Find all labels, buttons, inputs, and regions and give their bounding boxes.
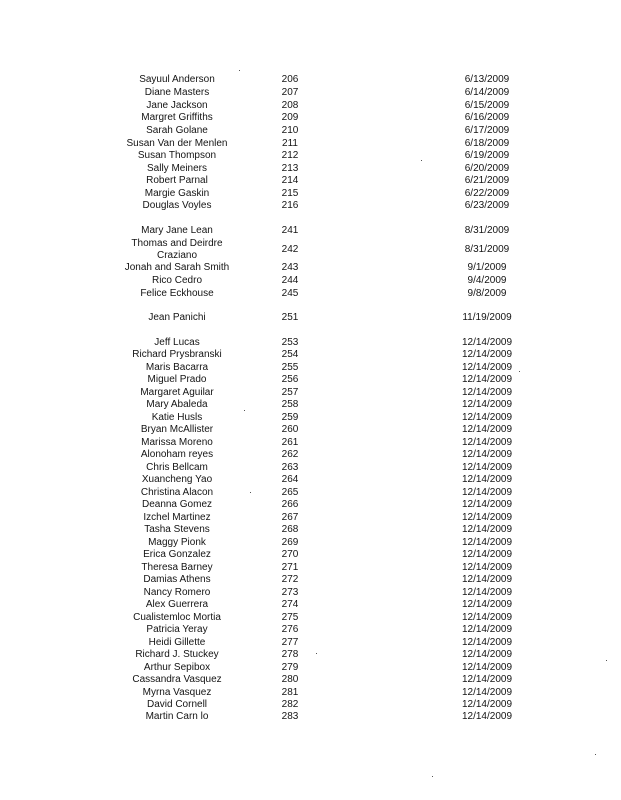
entry-number: 253 (281, 337, 299, 348)
entry-name: Heidi Gillette (148, 637, 206, 648)
entry-name: Cassandra Vasquez (132, 674, 222, 685)
entry-date: 9/4/2009 (467, 275, 507, 286)
entry-name: Damias Athens (143, 574, 211, 585)
entry-number: 258 (281, 399, 299, 410)
entry-date: 12/14/2009 (461, 587, 513, 598)
entry-name: Richard J. Stuckey (135, 649, 219, 660)
entry-date: 9/8/2009 (467, 288, 507, 299)
entry-number: 271 (281, 562, 299, 573)
entry-date: 12/14/2009 (461, 512, 513, 523)
entry-number: 266 (281, 499, 299, 510)
entry-name: Sayuul Anderson (139, 74, 215, 85)
entry-name: Susan Van der Menlen (126, 138, 228, 149)
entry-number: 275 (281, 612, 299, 623)
scan-speck (519, 371, 520, 372)
entry-date: 12/14/2009 (461, 349, 513, 360)
entry-date: 12/14/2009 (461, 399, 513, 410)
entry-date: 12/14/2009 (461, 424, 513, 435)
entry-number: 208 (281, 100, 299, 111)
entry-date: 12/14/2009 (461, 624, 513, 635)
scan-speck (250, 492, 251, 493)
entry-date: 6/14/2009 (464, 87, 510, 98)
scan-speck (239, 70, 240, 71)
entry-number: 261 (281, 437, 299, 448)
entry-date: 12/14/2009 (461, 387, 513, 398)
scan-speck (595, 754, 596, 755)
entry-name: Maris Bacarra (145, 362, 209, 373)
entry-name: Margie Gaskin (144, 188, 210, 199)
scan-speck (244, 410, 245, 411)
entry-name: Diane Masters (144, 87, 210, 98)
entry-date: 12/14/2009 (461, 549, 513, 560)
entry-name: Susan Thompson (137, 150, 217, 161)
entry-name: Tasha Stevens (144, 524, 210, 535)
entry-date: 12/14/2009 (461, 374, 513, 385)
entry-date: 11/19/2009 (462, 312, 512, 323)
entry-number: 244 (281, 275, 299, 286)
entry-date: 6/15/2009 (464, 100, 510, 111)
entry-name: Felice Eckhouse (140, 288, 214, 299)
entry-number: 214 (281, 175, 299, 186)
entry-number: 212 (281, 150, 299, 161)
entry-name: Arthur Sepibox (143, 662, 211, 673)
entry-name: Rico Cedro (151, 275, 203, 286)
entry-number: 245 (281, 288, 299, 299)
entry-date: 6/21/2009 (464, 175, 510, 186)
entry-name: Martin Carn lo (145, 711, 209, 722)
entry-number: 213 (281, 163, 299, 174)
entry-number: 277 (281, 637, 299, 648)
entry-name: Mary Abaleda (146, 399, 208, 410)
entry-name: Sally Meiners (146, 163, 208, 174)
entry-date: 9/1/2009 (467, 262, 507, 273)
entry-date: 12/14/2009 (461, 574, 513, 585)
entry-name: Mary Jane Lean (141, 225, 213, 236)
entry-date: 12/14/2009 (461, 474, 513, 485)
entry-number: 255 (281, 362, 299, 373)
entry-date: 12/14/2009 (461, 637, 513, 648)
entry-number: 206 (281, 74, 299, 85)
entry-number: 267 (281, 512, 299, 523)
scan-speck (432, 776, 433, 777)
entry-date: 6/16/2009 (464, 112, 510, 123)
entry-number: 278 (281, 649, 299, 660)
entry-name: Bryan McAllister (140, 424, 214, 435)
entry-date: 12/14/2009 (461, 562, 513, 573)
entry-date: 12/14/2009 (461, 699, 513, 710)
scan-speck (606, 660, 607, 661)
entry-date: 12/14/2009 (461, 524, 513, 535)
entry-name: Christina Alacon (140, 487, 214, 498)
entry-date: 12/14/2009 (461, 537, 513, 548)
entry-name: Miguel Prado (147, 374, 207, 385)
entry-name: Robert Parnal (146, 175, 208, 186)
entry-date: 12/14/2009 (461, 687, 513, 698)
entry-name: Margaret Aguilar (140, 387, 214, 398)
scan-speck (316, 653, 317, 654)
entry-number: 210 (281, 125, 299, 136)
entry-name: Xuancheng Yao (141, 474, 213, 485)
entry-date: 12/14/2009 (461, 487, 513, 498)
entry-date: 12/14/2009 (461, 711, 513, 722)
entry-name: Jeff Lucas (154, 337, 200, 348)
entry-number: 211 (282, 138, 298, 149)
entry-date: 8/31/2009 (464, 244, 510, 255)
entry-number: 265 (281, 487, 299, 498)
entry-date: 6/22/2009 (464, 188, 510, 199)
entry-date: 12/14/2009 (461, 662, 513, 673)
entry-number: 264 (281, 474, 299, 485)
entry-number: 216 (281, 200, 299, 211)
entry-number: 270 (281, 549, 299, 560)
entry-number: 272 (281, 574, 299, 585)
entry-name: Cualistemloc Mortia (133, 612, 221, 623)
entry-number: 257 (281, 387, 299, 398)
entry-date: 6/23/2009 (464, 200, 510, 211)
entry-name: Erica Gonzalez (143, 549, 211, 560)
entry-date: 12/14/2009 (461, 599, 513, 610)
entry-number: 241 (281, 225, 299, 236)
entry-name: Katie Husls (151, 412, 203, 423)
entry-number: 242 (281, 244, 299, 255)
entry-name: Jean Panichi (148, 312, 206, 323)
entry-name: Patricia Yeray (146, 624, 208, 635)
entry-number: 279 (281, 662, 299, 673)
entry-name: Alonoham reyes (140, 449, 214, 460)
entry-name: Izchel Martinez (143, 512, 211, 523)
entry-date: 8/31/2009 (464, 225, 510, 236)
entry-date: 6/13/2009 (464, 74, 510, 85)
entry-date: 6/20/2009 (464, 163, 510, 174)
entry-date: 12/14/2009 (461, 612, 513, 623)
entry-date: 12/14/2009 (461, 412, 513, 423)
entry-name: Marissa Moreno (141, 437, 213, 448)
entry-date: 12/14/2009 (461, 337, 513, 348)
entry-number: 215 (281, 188, 299, 199)
entry-number: 259 (281, 412, 299, 423)
entry-name: David Cornell (146, 699, 208, 710)
entry-number: 243 (281, 262, 299, 273)
entry-name: Richard Prysbranski (132, 349, 222, 360)
entry-date: 12/14/2009 (461, 362, 513, 373)
entry-number: 283 (281, 711, 299, 722)
entry-date: 12/14/2009 (461, 499, 513, 510)
entry-number: 256 (281, 374, 299, 385)
entry-name: Chris Bellcam (146, 462, 208, 473)
entry-date: 12/14/2009 (461, 674, 513, 685)
scan-speck (421, 160, 422, 161)
entry-number: 260 (281, 424, 299, 435)
entry-name: Myrna Vasquez (142, 687, 212, 698)
entry-date: 12/14/2009 (461, 449, 513, 460)
entry-date: 6/19/2009 (464, 150, 510, 161)
entry-number: 263 (281, 462, 299, 473)
entry-number: 268 (281, 524, 299, 535)
entry-date: 12/14/2009 (461, 462, 513, 473)
entry-name: Maggy Pionk (148, 537, 206, 548)
entry-number: 207 (281, 87, 299, 98)
entry-number: 276 (281, 624, 299, 635)
entry-number: 254 (281, 349, 299, 360)
entry-date: 12/14/2009 (461, 649, 513, 660)
entry-number: 269 (281, 537, 299, 548)
entry-number: 273 (281, 587, 299, 598)
entry-name: Jonah and Sarah Smith (124, 262, 230, 273)
entry-name: Margret Griffiths (141, 112, 213, 123)
entry-date: 6/18/2009 (464, 138, 510, 149)
entry-name: Alex Guerrera (145, 599, 209, 610)
entry-date: 6/17/2009 (464, 125, 510, 136)
entry-name: Jane Jackson (146, 100, 208, 111)
entry-name: Deanna Gomez (141, 499, 213, 510)
entry-name: Theresa Barney (141, 562, 213, 573)
entry-number: 282 (281, 699, 299, 710)
entry-number: 274 (281, 599, 299, 610)
entry-name: Douglas Voyles (142, 200, 212, 211)
entry-name: Thomas and Deirdre Craziano (131, 238, 223, 261)
entry-number: 281 (281, 687, 299, 698)
entry-name: Sarah Golane (146, 125, 208, 136)
entry-number: 251 (281, 312, 299, 323)
entry-name: Nancy Romero (143, 587, 211, 598)
entry-number: 209 (281, 112, 299, 123)
entry-number: 280 (281, 674, 299, 685)
entry-number: 262 (281, 449, 299, 460)
entry-date: 12/14/2009 (461, 437, 513, 448)
